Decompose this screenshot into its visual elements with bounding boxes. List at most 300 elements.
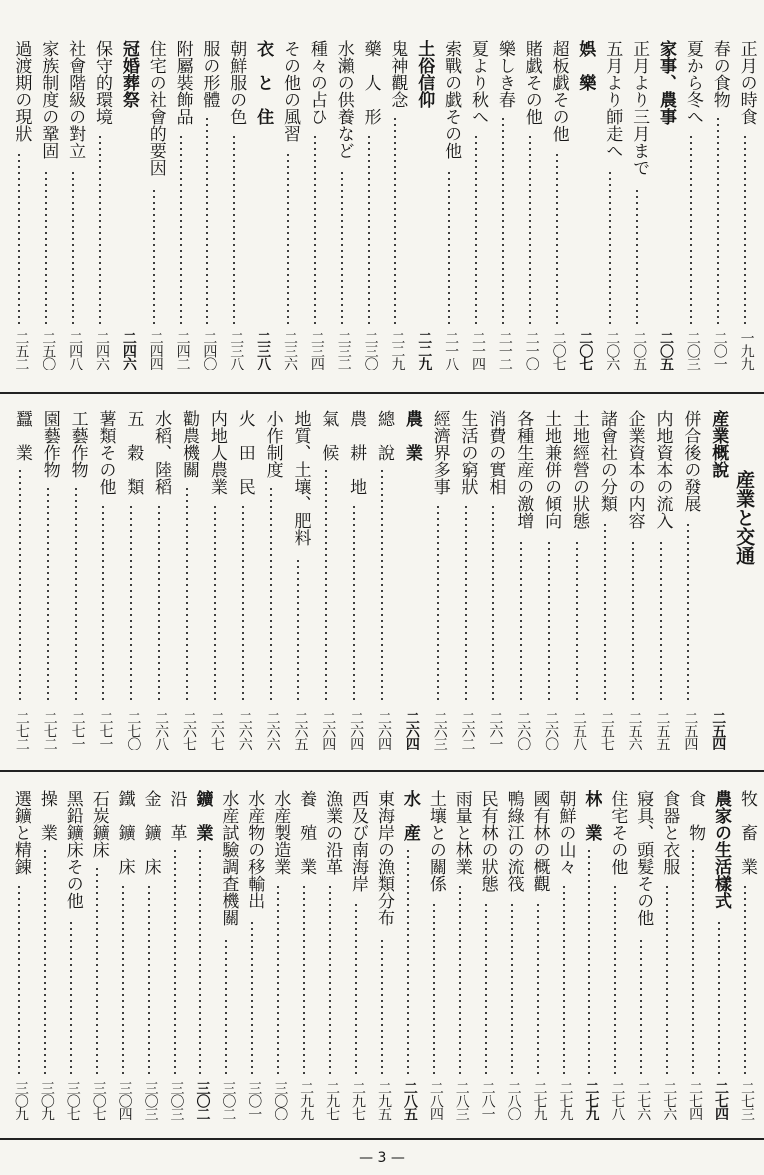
toc-entry [453, 410, 479, 750]
toc-entry [63, 410, 89, 750]
toc-entry-title: 住宅その他 [607, 790, 628, 875]
toc-entry [302, 40, 328, 370]
toc-entry [221, 40, 247, 370]
toc-page-number: 三〇九 [38, 1081, 55, 1120]
toc-entry [58, 790, 84, 1120]
toc-page-number: 二五五 [654, 711, 671, 750]
leader-dots [636, 188, 638, 324]
toc-entry-title: 水稻、陸稻 [151, 410, 172, 495]
toc-entry [146, 410, 172, 750]
toc-entry [480, 410, 506, 750]
toc-entry-title: 賭戯その他 [521, 40, 542, 125]
toc-page-number: 二七九 [583, 1081, 600, 1120]
toc-page-number: 二七四 [687, 1081, 704, 1120]
toc-entry [499, 790, 525, 1120]
toc-page-number: 二五〇 [40, 331, 57, 370]
toc-page-number: 二六七 [208, 711, 225, 750]
toc-entry-title: 小作制度 [262, 410, 283, 478]
leader-dots [233, 134, 235, 324]
toc-entry-title: 五月より師走へ [602, 40, 623, 159]
toc-entry-title: 食 物 [685, 790, 706, 841]
toc-page-number: 二五八 [570, 711, 587, 750]
toc-entry [202, 410, 228, 750]
leader-dots [102, 504, 104, 704]
toc-page-number: 二四八 [67, 331, 84, 370]
toc-page-number: 二五四 [710, 711, 727, 750]
toc-entry [285, 410, 311, 750]
toc-page-number: 三〇九 [12, 1081, 29, 1120]
toc-entry [369, 790, 395, 1120]
toc-entry-title: 春の食物 [709, 40, 730, 108]
toc-entry-title: 夏より秋へ [468, 40, 488, 125]
toc-page-number: 二九五 [375, 1081, 392, 1120]
toc-page-number: 三〇四 [116, 1081, 133, 1120]
toc-entry-title: 土地兼併の傾向 [541, 410, 562, 529]
toc-entry-title: 農 業 [401, 410, 422, 461]
toc-page-number: 二八〇 [505, 1081, 522, 1120]
toc-page-number: 二八一 [479, 1081, 496, 1120]
toc-page-number: 二六〇 [543, 711, 560, 750]
leader-dots [614, 884, 616, 1074]
leader-dots [47, 486, 49, 704]
toc-page-number: 二四二 [174, 331, 191, 370]
toc-entry [680, 790, 706, 1120]
toc-page-number: 三〇二 [194, 1081, 211, 1120]
toc-entry [343, 790, 369, 1120]
toc-section-heading [248, 40, 274, 370]
toc-page-number: 二九九 [298, 1081, 315, 1120]
toc-entry [35, 410, 61, 750]
toc-page-number: 二六〇 [515, 711, 532, 750]
toc-entry-title: 衣 と 住 [253, 40, 274, 125]
leader-dots [640, 938, 642, 1074]
toc-page-number: 二一八 [443, 331, 460, 370]
divider [0, 770, 764, 772]
toc-entry-title: 冠婚葬祭 [118, 40, 139, 108]
toc-page-number: 二六四 [376, 711, 392, 750]
toc-page-number: 二〇五 [631, 331, 648, 370]
toc-entry [341, 410, 367, 750]
toc-entry [141, 40, 167, 370]
toc-entry-title: 土地經營の狀態 [568, 410, 589, 529]
leader-dots [303, 884, 305, 1074]
toc-page-number: 三〇三 [168, 1081, 185, 1120]
leader-dots [609, 170, 611, 324]
toc-entry-title: 藥 人 形 [360, 40, 381, 125]
toc-page-number: 二九七 [350, 1081, 367, 1120]
toc-section-heading [570, 40, 596, 370]
toc-page-number: 二七二 [13, 711, 30, 750]
toc-entry [473, 790, 499, 1120]
toc-entry-title: 火 田 民 [234, 410, 255, 495]
toc-entry-title: 林 業 [581, 790, 602, 841]
toc-page-number: 二四六 [120, 331, 137, 370]
toc-entry-title: 朝鮮の山々 [555, 790, 576, 875]
toc-page-number: 二七九 [557, 1081, 574, 1120]
toc-page-number: 三〇一 [246, 1081, 263, 1120]
toc-entry [620, 410, 646, 750]
toc-entry-title: 民有林の狀態 [477, 790, 498, 892]
leader-dots [186, 486, 188, 704]
leader-dots [556, 152, 558, 324]
toc-entry-title: 水産物の移輸出 [244, 790, 265, 909]
toc-entry [174, 410, 200, 750]
toc-entry-title: 水産製造業 [270, 790, 291, 875]
toc-entry [168, 40, 194, 370]
toc-entry [213, 790, 239, 1120]
toc-entry [544, 40, 570, 370]
toc-page-number: 二〇三 [684, 331, 701, 370]
toc-entry-title: 索戰の戯その他 [441, 40, 462, 159]
toc-section-heading [703, 410, 729, 750]
leader-dots [548, 540, 550, 704]
toc-page-number: 二六四 [348, 711, 365, 750]
toc-entry-title: 夏から冬へ [682, 40, 703, 125]
toc-entry [33, 40, 59, 370]
toc-band-3 [6, 790, 758, 1120]
toc-entry [6, 40, 32, 370]
toc-entry-title: 併合後の發展 [680, 410, 701, 512]
toc-entry [536, 410, 562, 750]
toc-page-number: 二二九 [389, 331, 406, 370]
toc-entry-title: 過渡期の現狀 [11, 40, 32, 142]
toc-entry [564, 410, 590, 750]
toc-section-heading [651, 40, 677, 370]
leader-dots [99, 134, 101, 324]
leader-dots [475, 134, 477, 324]
toc-entry-title: 薯類その他 [95, 410, 116, 495]
leader-dots [242, 504, 244, 704]
toc-page-number: 二六七 [181, 711, 198, 750]
toc-entry-title: 國有林の概觀 [529, 790, 550, 892]
toc-band-2 [6, 410, 758, 750]
toc-entry-title: 黑鉛鑛床その他 [62, 790, 83, 909]
toc-entry-title: 農 耕 地 [346, 410, 367, 495]
toc-page-number: 二七九 [531, 1081, 548, 1120]
leader-dots [287, 152, 289, 324]
toc-page-number: 二〇六 [604, 331, 621, 370]
toc-entry-title: 内地資本の流入 [652, 410, 673, 529]
toc-entry [162, 790, 188, 1120]
leader-dots [180, 134, 182, 324]
toc-entry [32, 790, 58, 1120]
toc-entry-title: 家事、農事 [656, 40, 676, 125]
toc-entry [463, 40, 489, 370]
leader-dots [353, 504, 355, 704]
leader-dots [297, 558, 299, 704]
toc-entry-title: 操 業 [36, 790, 57, 841]
toc-page-number: 三〇七 [90, 1081, 107, 1120]
toc-entry [136, 790, 162, 1120]
leader-dots [692, 848, 694, 1074]
leader-dots [660, 540, 662, 704]
toc-entry-title: 金 鑛 床 [140, 790, 161, 875]
leader-dots [44, 848, 46, 1074]
toc-page-number: 二三四 [308, 331, 325, 370]
toc-page-number: 二四〇 [201, 331, 218, 370]
toc-entry-title: 雨量と林業 [451, 790, 472, 875]
toc-section-heading [731, 470, 757, 750]
toc-entry-title: 産業概說 [708, 410, 729, 478]
toc-entry-title: 消費の實相 [485, 410, 506, 495]
toc-entry-title: 超板戯その他 [548, 40, 569, 142]
leader-dots [433, 902, 435, 1074]
toc-entry [551, 790, 577, 1120]
toc-page-number: 二六四 [320, 711, 337, 750]
toc-page-number: 二七一 [97, 711, 114, 750]
toc-entry [6, 790, 32, 1120]
toc-entry-title: 娯 樂 [575, 40, 596, 91]
leader-dots [122, 884, 124, 1074]
toc-page-number: 三〇二 [220, 1081, 237, 1120]
toc-page-number: 二九七 [324, 1081, 341, 1120]
toc-entry [592, 410, 618, 750]
toc-entry [597, 40, 623, 370]
toc-entry [421, 790, 447, 1120]
toc-page-number: 三〇〇 [272, 1081, 289, 1120]
leader-dots [381, 468, 383, 704]
toc-page-number: 二七六 [661, 1081, 678, 1120]
toc-section-heading [706, 790, 732, 1120]
leader-dots [576, 540, 578, 704]
toc-entry [628, 790, 654, 1120]
toc-entry [291, 790, 317, 1120]
toc-page-number: 二七二 [41, 711, 58, 750]
toc-entry-title: 鑛 業 [192, 790, 213, 841]
toc-page-number: 二六六 [264, 711, 281, 750]
toc-entry-title: 食器と衣服 [659, 790, 680, 875]
leader-dots [206, 116, 208, 324]
toc-entry-title: 石炭鑛床 [88, 790, 109, 858]
leader-dots [153, 188, 155, 324]
toc-entry [490, 40, 516, 370]
toc-entry [705, 40, 731, 370]
leader-dots [158, 504, 160, 704]
leader-dots [270, 486, 272, 704]
toc-entry-title: 諸會社の分類 [596, 410, 617, 512]
leader-dots [174, 848, 176, 1074]
leader-dots [325, 468, 327, 704]
leader-dots [96, 866, 98, 1074]
divider [0, 1138, 764, 1140]
toc-page-number: 二七〇 [125, 711, 142, 750]
leader-dots [45, 170, 47, 324]
toc-page-number: 二六六 [236, 711, 253, 750]
toc-page-number: 二一四 [470, 331, 486, 370]
leader-dots [459, 884, 461, 1074]
leader-dots [588, 848, 590, 1074]
toc-entry [356, 40, 382, 370]
toc-page-number: 二六一 [487, 711, 504, 750]
leader-dots [130, 504, 132, 704]
toc-page-number: 二八四 [427, 1081, 444, 1120]
toc-page-number: 二六二 [459, 711, 476, 750]
leader-dots [277, 884, 279, 1074]
toc-entry [436, 40, 462, 370]
toc-page-number: 二七一 [69, 711, 86, 750]
toc-entry-title: 附屬裝飾品 [172, 40, 193, 125]
toc-entry-title: 鬼神觀念 [387, 40, 408, 108]
toc-page-number: 二四六 [94, 331, 110, 370]
toc-entry-title: 西及び南海岸 [348, 790, 369, 892]
toc-entry-title: 沿 革 [166, 790, 187, 841]
toc-entry-title: 東海岸の漁類分布 [373, 790, 394, 926]
toc-entry-title: 鴨綠江の流筏 [503, 790, 524, 892]
toc-entry [675, 410, 701, 750]
toc-entry [517, 40, 543, 370]
toc-page-number: 二七四 [713, 1081, 730, 1120]
toc-page-number: 二〇七 [577, 331, 594, 370]
toc-section-heading [395, 790, 421, 1120]
toc-section-heading [409, 40, 435, 370]
leader-dots [214, 504, 216, 704]
toc-page-number: 二七六 [635, 1081, 652, 1120]
toc-entry [313, 410, 339, 750]
leader-dots [329, 884, 331, 1074]
toc-entry-title: 水産試驗調査機關 [218, 790, 239, 926]
leader-dots [485, 902, 487, 1074]
toc-entry [654, 790, 680, 1120]
toc-entry-title: 水瀨の供養など [333, 40, 354, 159]
leader-dots [502, 116, 504, 324]
leader-dots [563, 884, 565, 1074]
toc-entry [382, 40, 408, 370]
toc-page-number: 三〇七 [64, 1081, 81, 1120]
toc-entry-title: 正月の時食 [736, 40, 757, 125]
leader-dots [632, 540, 634, 704]
toc-entry-title: 牧 畜 業 [736, 790, 757, 875]
leader-dots [199, 848, 201, 1074]
leader-dots [744, 134, 746, 324]
toc-page-number: 二一〇 [523, 331, 540, 370]
toc-entry-title: 生活の窮狀 [457, 410, 478, 495]
leader-dots [520, 540, 522, 704]
toc-entry [732, 790, 758, 1120]
toc-page-number: 二〇七 [550, 331, 567, 370]
toc-page-number: 二三八 [255, 331, 272, 370]
toc-entry-title: 企業資本の内容 [624, 410, 645, 529]
toc-page-number: 二六三 [431, 711, 448, 750]
leader-dots [381, 938, 383, 1074]
toc-entry [425, 410, 451, 750]
toc-entry [230, 410, 256, 750]
toc-entry [7, 410, 33, 750]
toc-entry-title: 鐵 鑛 床 [114, 790, 135, 875]
toc-entry [602, 790, 628, 1120]
toc-entry-title: 樂しき春 [494, 40, 515, 108]
leader-dots [341, 170, 343, 324]
leader-dots [70, 920, 72, 1074]
toc-entry [110, 790, 136, 1120]
leader-dots [148, 884, 150, 1074]
toc-entry [60, 40, 86, 370]
toc-entry-title: 五 穀 類 [123, 410, 144, 495]
toc-page-number: 二五四 [682, 711, 699, 750]
leader-dots [19, 468, 21, 704]
toc-entry [624, 40, 650, 370]
toc-entry-title: 土俗信仰 [414, 40, 435, 108]
toc-band-1 [6, 40, 758, 370]
toc-section-heading [576, 790, 602, 1120]
leader-dots [465, 504, 467, 704]
toc-page-number: 二七八 [609, 1081, 626, 1120]
toc-entry-title: 氣 候 [318, 410, 339, 461]
toc-section-heading [188, 790, 214, 1120]
toc-entry-title: 選鑛と精錬 [10, 790, 31, 875]
leader-dots [75, 486, 77, 704]
leader-dots [690, 134, 692, 324]
leader-dots [314, 134, 316, 324]
toc-page-number: 二三六 [282, 331, 298, 370]
leader-dots [537, 902, 539, 1074]
leader-dots [18, 152, 20, 324]
toc-entry [87, 40, 113, 370]
toc-page-number: 三〇三 [142, 1081, 159, 1120]
toc-page-number: 二〇五 [658, 331, 674, 370]
leader-dots [744, 884, 746, 1074]
leader-dots [529, 134, 531, 324]
toc-entry [648, 410, 674, 750]
toc-page-number: 二五二 [13, 331, 30, 370]
toc-entry-title: 正月より三月まで [629, 40, 650, 176]
toc-entry-title: 種々の占ひ [306, 40, 327, 125]
toc-entry [118, 410, 144, 750]
toc-entry [329, 40, 355, 370]
toc-entry-title: 總 說 [374, 410, 394, 461]
toc-entry-title: 産業と交通 [733, 470, 756, 565]
leader-dots [492, 504, 494, 704]
toc-section-heading [397, 410, 423, 750]
toc-entry [678, 40, 704, 370]
toc-entry-title: 土壤との關係 [425, 790, 446, 892]
toc-entry [447, 790, 473, 1120]
toc-page-number: 二〇一 [711, 331, 728, 370]
toc-entry [317, 790, 343, 1120]
toc-entry-title: 水 産 [399, 790, 420, 841]
leader-dots [72, 170, 74, 324]
toc-page-number: 二二九 [416, 331, 433, 370]
toc-page-number: 二五七 [598, 711, 615, 750]
toc-entry-title: 社會階級の對立 [65, 40, 86, 159]
toc-page-number: 二一二 [496, 331, 513, 370]
toc-entry [275, 40, 301, 370]
toc-page-number: 二八五 [401, 1081, 418, 1120]
toc-entry-title: 漁業の沿革 [322, 790, 343, 875]
toc-entry-title: 農家の生活樣式 [711, 790, 732, 909]
leader-dots [717, 116, 719, 324]
leader-dots [407, 848, 409, 1074]
toc-entry-title: 保守的環境 [92, 40, 112, 125]
toc-entry-title: 地質、土壤、肥料 [290, 410, 311, 546]
toc-page-number: 二六五 [292, 711, 309, 750]
leader-dots [511, 902, 513, 1074]
toc-entry [732, 40, 758, 370]
leader-dots [394, 116, 396, 324]
toc-page-number: 二六四 [403, 711, 420, 750]
toc-entry-title: 寢具、頭髮その他 [633, 790, 654, 926]
toc-entry [525, 790, 551, 1120]
leader-dots [355, 902, 357, 1074]
toc-entry [369, 410, 395, 750]
toc-entry-title: 住宅の社會的要因 [145, 40, 166, 176]
leader-dots [448, 170, 450, 324]
toc-entry [194, 40, 220, 370]
toc-entry-title: 家族制度の鞏固 [38, 40, 59, 159]
toc-entry-title: 朝鮮服の色 [226, 40, 247, 125]
leader-dots [687, 522, 689, 704]
leader-dots [368, 134, 370, 324]
toc-entry [265, 790, 291, 1120]
